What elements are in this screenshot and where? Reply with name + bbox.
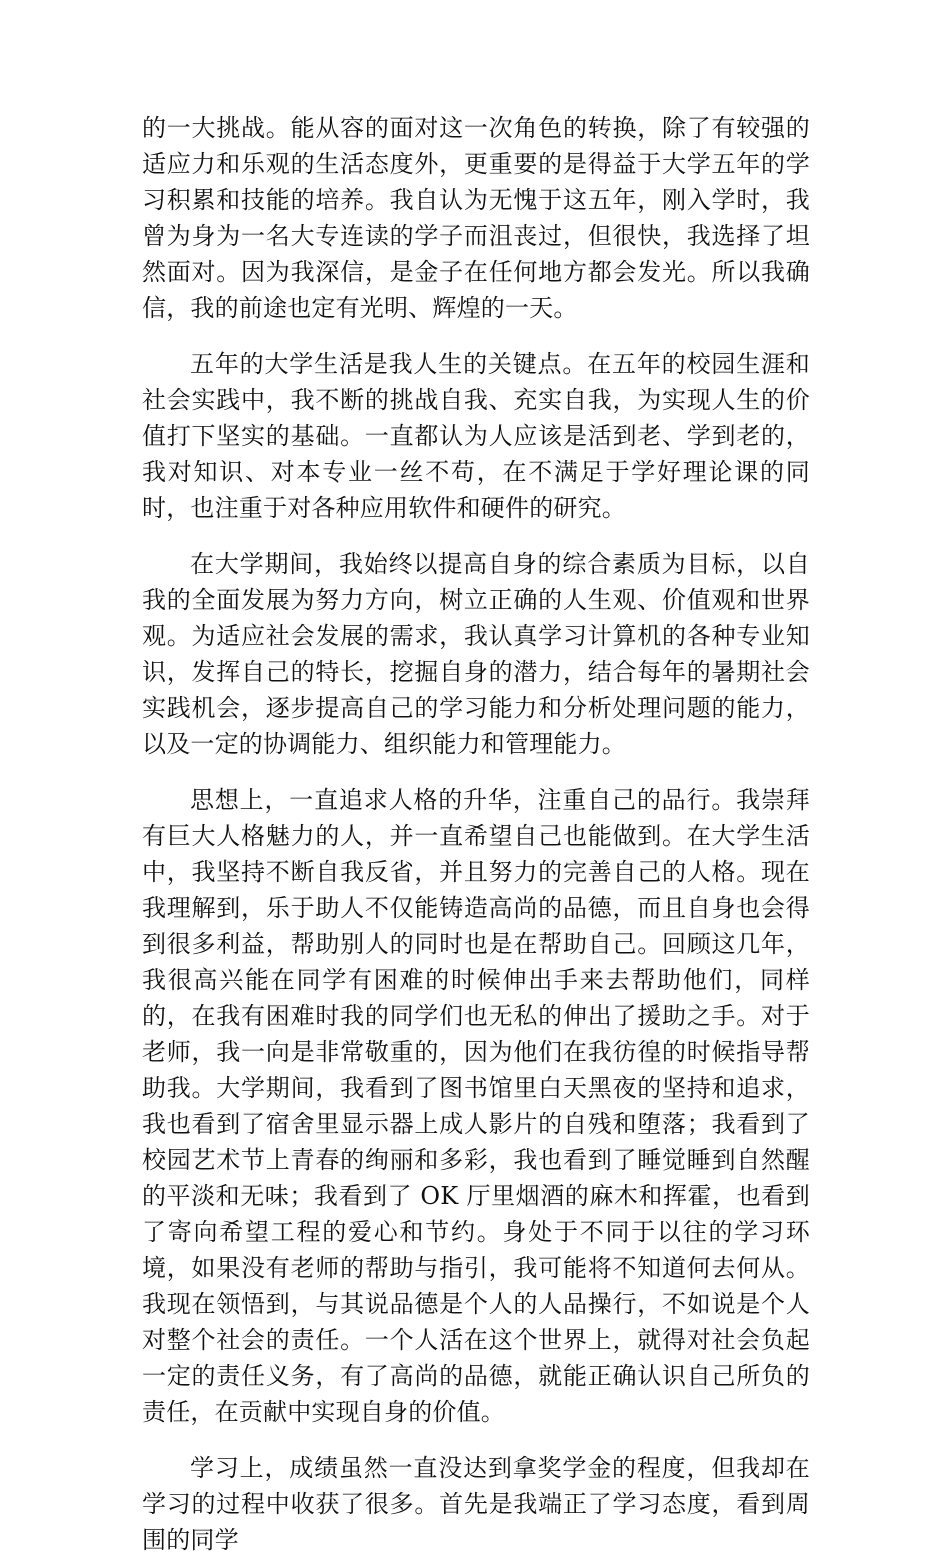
paragraph-4: 思想上，一直追求人格的升华，注重自己的品行。我崇拜有巨大人格魅力的人，并一直希望自己也能做到。在大学生活中，我坚持不断自我反省，并且努力的完善自己的人格。现在我理解到，乐于助人不仅能铸造高尚的品德，而且自身也会得到很多利益，帮助别人的同时也是在帮助自己。回顾这几年，我很高兴能在同学有困难的时候伸出手来去帮助他们，同样的，在我有困难时我的同学们也无私的伸出了援助之手。对于老师，我一向是非常敬重的，因为他们在我彷徨的时候指导帮助我。大学期间，我看到了图书馆里白天黑夜的坚持和追求，我也看到了宿舍里显示器上成人影片的自残和堕落；我看到了校园艺术节上青春的绚丽和多彩，我也看到了睡觉睡到自然醒的平淡和无味；我看到了 OK 厅里烟酒的麻木和挥霍，也看到了寄向希望工程的爱心和节约。身处于不同于以往的学习环境，如果没有老师的帮助与指引，我可能将不知道何去何从。我现在领悟到，与其说品德是个人的人品操行，不如说是个人对整个社会的责任。一个人活在这个世界上，就得对社会负起一定的责任义务，有了高尚的品德，就能正确认识自己所负的责任，在贡献中实现自身的价值。 — [142, 786, 810, 1426]
paragraph-3: 在大学期间，我始终以提高自身的综合素质为目标，以自我的全面发展为努力方向，树立正确的人生观、价值观和世界观。为适应社会发展的需求，我认真学习计算机的各种专业知识，发挥自己的特长，挖掘自身的潜力，结合每年的暑期社会实践机会，逐步提高自己的学习能力和分析处理问题的能力，以及一定的协调能力、组织能力和管理能力。 — [142, 550, 810, 758]
paragraph-2: 五年的大学生活是我人生的关键点。在五年的校园生涯和社会实践中，我不断的挑战自我、充实自我，为实现人生的价值打下坚实的基础。一直都认为人应该是活到老、学到老的，我对知识、对本专业一丝不苟，在不满足于学好理论课的同时，也注重于对各种应用软件和硬件的研究。 — [142, 350, 810, 522]
document-body — [142, 110, 810, 1558]
paragraph-1: 的一大挑战。能从容的面对这一次角色的转换，除了有较强的适应力和乐观的生活态度外，更重要的是得益于大学五年的学习积累和技能的培养。我自认为无愧于这五年，刚入学时，我曾为身为一名大专连读的学子而沮丧过，但很快，我选择了坦然面对。因为我深信，是金子在任何地方都会发光。所以我确信，我的前途也定有光明、辉煌的一天。 — [142, 114, 810, 322]
paragraph-5: 学习上，成绩虽然一直没达到拿奖学金的程度，但我却在学习的过程中收获了很多。首先是我端正了学习态度，看到周围的同学 — [142, 1454, 810, 1554]
